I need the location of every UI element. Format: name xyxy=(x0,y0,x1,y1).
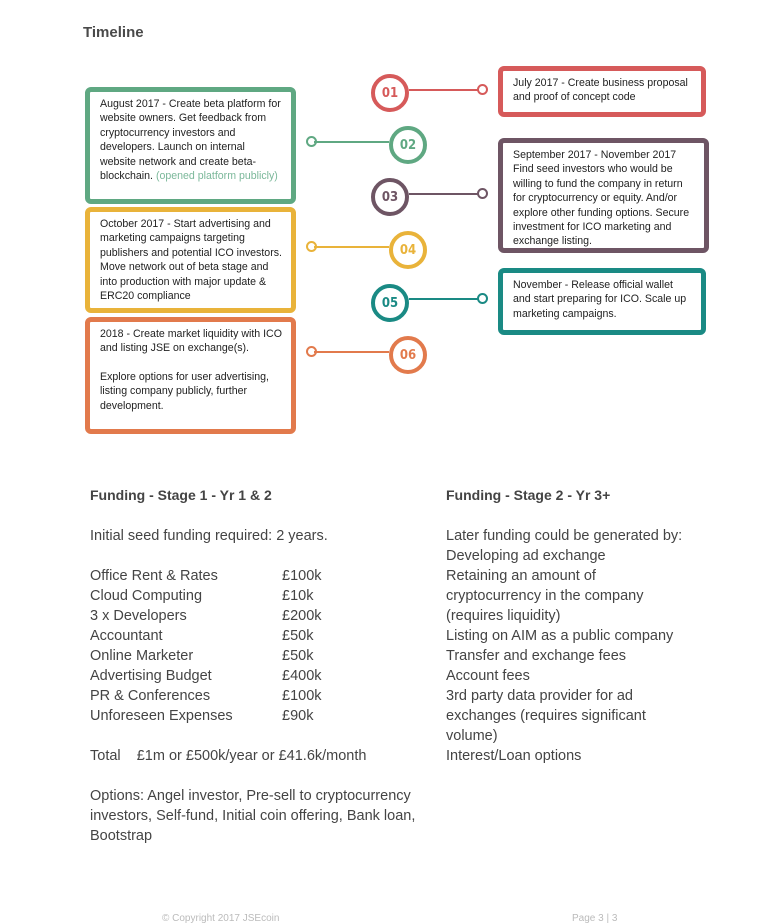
cost-label: Accountant xyxy=(90,628,163,644)
timeline-box-04 xyxy=(85,207,296,313)
timeline-box-03 xyxy=(498,138,709,253)
footer-page-number: Page 3 | 3 xyxy=(572,913,618,924)
funding-stage2-list xyxy=(446,546,673,766)
list-item: cryptocurrency in the company xyxy=(446,588,644,604)
timeline-circle-05: 05 xyxy=(371,284,409,322)
list-item: (requires liquidity) xyxy=(446,608,561,624)
timeline-heading: Timeline xyxy=(83,24,144,41)
funding-stage2-intro: Later funding could be generated by: xyxy=(446,528,683,544)
connector-04 xyxy=(314,246,389,248)
cost-label: Advertising Budget xyxy=(90,668,212,684)
cost-row xyxy=(90,706,314,726)
connector-dot-01 xyxy=(477,84,488,95)
timeline-text-05: November - Release official wallet and start preparing for ICO. Scale up marketing campaigns. xyxy=(513,279,687,320)
cost-amount: £100k xyxy=(282,688,322,704)
connector-03 xyxy=(409,193,481,195)
timeline-box-05 xyxy=(498,268,706,335)
cost-amount: £100k xyxy=(282,568,322,584)
funding-stage1-title: Funding - Stage 1 - Yr 1 & 2 xyxy=(90,487,272,503)
connector-01 xyxy=(409,89,481,91)
funding-stage2-title: Funding - Stage 2 - Yr 3+ xyxy=(446,487,611,503)
list-item: Developing ad exchange xyxy=(446,548,606,564)
timeline-text-03: September 2017 - November 2017 Find seed investors who would be willing to fund the company in return for cryptocurrency or equity. And/or explore other funding options. Secure investment for ICO marketing and exchange listing. xyxy=(513,149,690,248)
cost-row xyxy=(90,626,314,646)
list-item: volume) xyxy=(446,728,498,744)
cost-label: Cloud Computing xyxy=(90,588,203,604)
list-item: Retaining an amount of xyxy=(446,568,596,584)
timeline-circle-06: 06 xyxy=(389,336,427,374)
list-item: Account fees xyxy=(446,668,530,684)
list-item: Transfer and exchange fees xyxy=(446,648,627,664)
connector-dot-05 xyxy=(477,293,488,304)
list-item: exchanges (requires significant xyxy=(446,708,646,724)
timeline-circle-02: 02 xyxy=(389,126,427,164)
connector-dot-03 xyxy=(477,188,488,199)
cost-amount: £200k xyxy=(282,608,322,624)
funding-total: Total £1m or £500k/year or £41.6k/month xyxy=(90,748,367,764)
timeline-note-02: (opened platform publicly) xyxy=(153,170,278,183)
timeline-text-04: October 2017 - Start advertising and marketing campaigns targeting publishers and potential ICO investors. Move network out of beta stage and into production with major update & ERC20 compliance xyxy=(100,218,282,303)
timeline-circle-03: 03 xyxy=(371,178,409,216)
footer-copyright: © Copyright 2017 JSEcoin xyxy=(162,913,280,924)
timeline-box-01 xyxy=(498,66,706,117)
connector-02 xyxy=(314,141,389,143)
cost-row xyxy=(90,566,322,586)
cost-row xyxy=(90,606,322,626)
timeline-text-06a: 2018 - Create market liquidity with ICO and listing JSE on exchange(s). xyxy=(100,328,282,355)
connector-05 xyxy=(409,298,481,300)
timeline-text-01: July 2017 - Create business proposal and proof of concept code xyxy=(513,77,688,104)
cost-amount: £90k xyxy=(282,708,314,724)
list-item: Interest/Loan options xyxy=(446,748,582,764)
cost-amount: £10k xyxy=(282,588,314,604)
cost-row xyxy=(90,666,322,686)
cost-label: Office Rent & Rates xyxy=(90,568,218,584)
cost-label: 3 x Developers xyxy=(90,608,187,624)
cost-amount: £400k xyxy=(282,668,322,684)
timeline-box-02 xyxy=(85,87,296,204)
funding-options: Options: Angel investor, Pre-sell to cryptocurrency investors, Self-fund, Initial coin offering, Bank loan, Bootstrap xyxy=(90,788,416,844)
cost-row xyxy=(90,586,314,606)
cost-label: PR & Conferences xyxy=(90,688,211,704)
funding-stage1-intro: Initial seed funding required: 2 years. xyxy=(90,528,328,544)
cost-label: Unforeseen Expenses xyxy=(90,708,233,724)
timeline-text-06b: Explore options for user advertising, listing company publicly, further development. xyxy=(100,370,269,412)
cost-label: Online Marketer xyxy=(90,648,194,664)
cost-row xyxy=(90,646,314,666)
list-item: Listing on AIM as a public company xyxy=(446,628,674,644)
list-item: 3rd party data provider for ad xyxy=(446,688,633,704)
cost-amount: £50k xyxy=(282,648,314,664)
timeline-box-06 xyxy=(85,317,296,434)
cost-amount: £50k xyxy=(282,628,314,644)
timeline-text-02: August 2017 - Create beta platform for website owners. Get feedback from cryptocurrency investors and developers. Launch on internal website network and create beta-blockchain. xyxy=(100,98,281,183)
timeline-circle-01: 01 xyxy=(371,74,409,112)
cost-row xyxy=(90,686,322,706)
timeline-circle-04: 04 xyxy=(389,231,427,269)
connector-06 xyxy=(314,351,389,353)
